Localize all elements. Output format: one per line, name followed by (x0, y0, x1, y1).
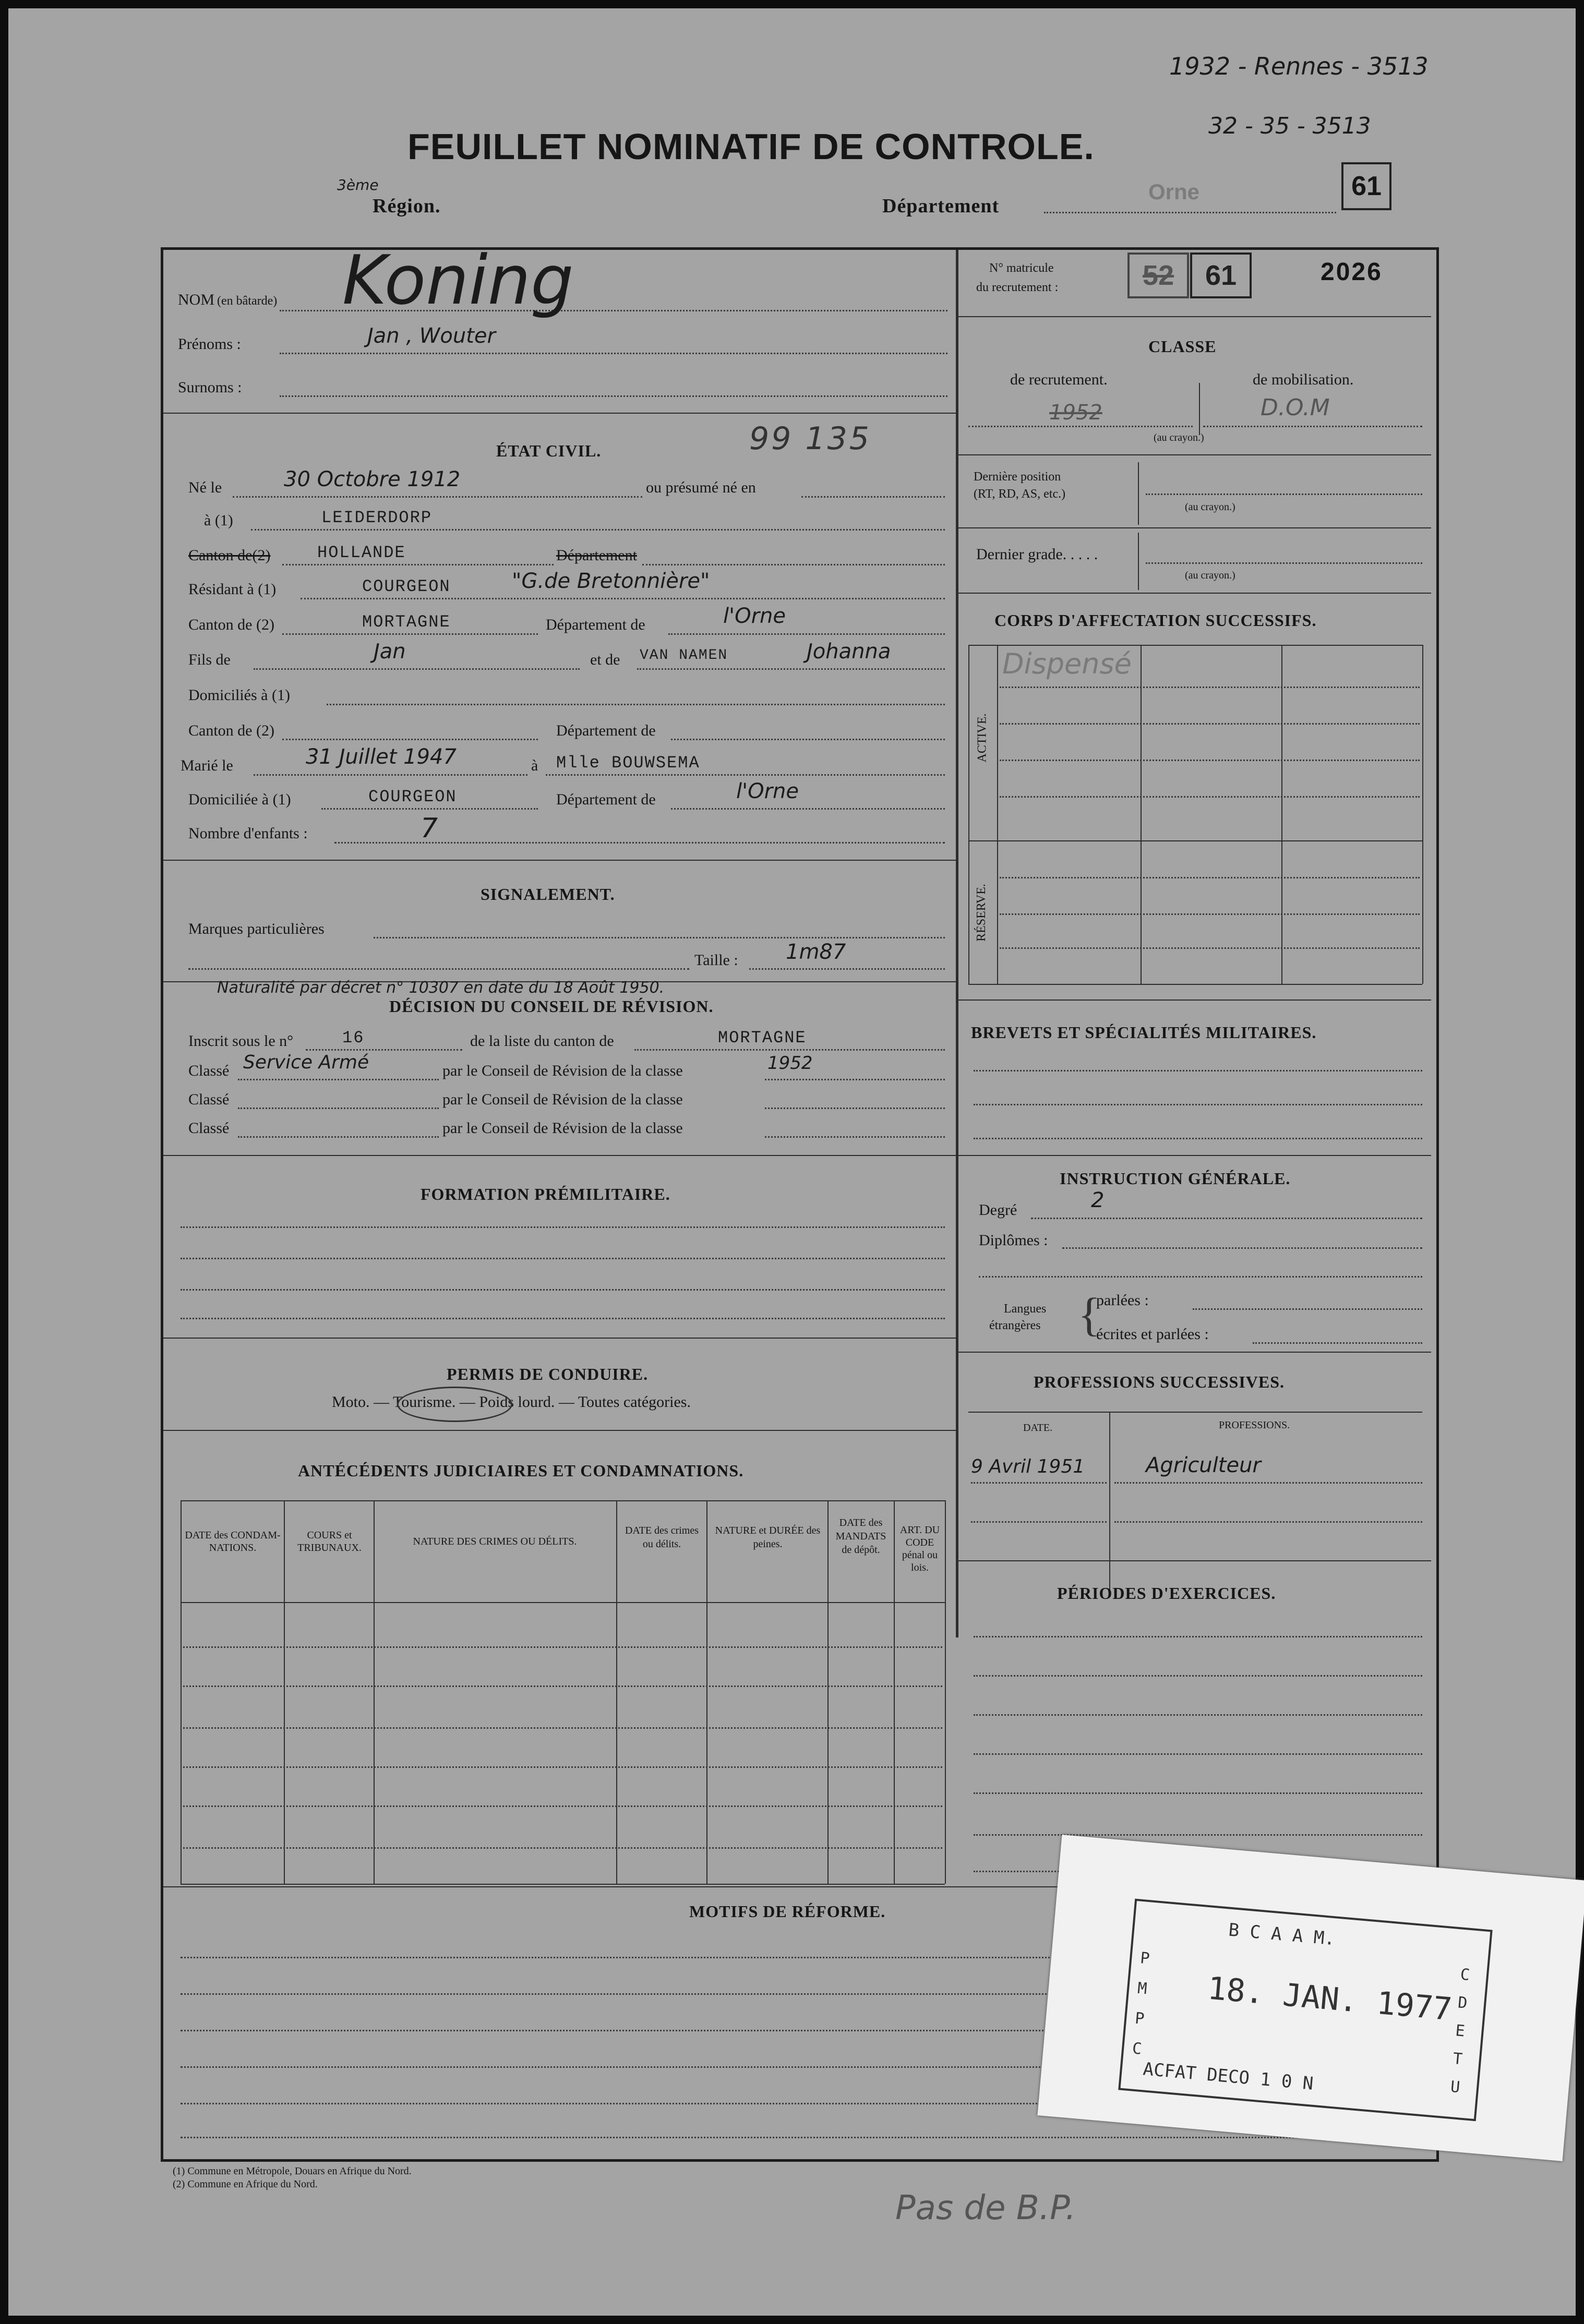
classe-label-1: Classé (188, 1062, 230, 1079)
periodes-title: PÉRIODES D'EXERCICES. (1057, 1584, 1276, 1603)
professions-prof-header: PROFESSIONS. (1219, 1419, 1290, 1431)
etrangeres-label: étrangères (989, 1319, 1041, 1332)
matricule-stamp-2: 61 (1190, 252, 1252, 298)
etat-civil-title: ÉTAT CIVIL. (496, 441, 602, 460)
marie-value: 31 Juillet 1947 (306, 745, 457, 769)
resident-value: COURGEON (362, 577, 451, 596)
departement2-value: l'Orne (723, 604, 786, 628)
liste-value: MORTAGNE (718, 1028, 807, 1047)
prenoms-label: Prénoms : (178, 335, 241, 353)
bottom-note: Pas de B.P. (895, 2189, 1076, 2227)
derniere-position-sub: (RT, RD, AS, etc.) (974, 487, 1066, 501)
fils-label: Fils de (188, 651, 231, 668)
corps-title: CORPS D'AFFECTATION SUCCESSIFS. (994, 611, 1317, 630)
document-page: 1932 - Rennes - 3513 32 - 35 - 3513 61 FEUILLET NOMINATIF DE CONTROLE. 3ème Région. Département Orne NOM (en bâtarde) Koning Prénoms : Jan , Wouter Surnoms : ÉTAT CIVIL. 99 135 Né le 30 Octobre 1912 ou présumé né en à (1) LEIDERDORP Canton de(2) HOLLANDE Département Résidant à (1) COURGEON "G.de Bretonnière" Canton de (2) MORTAGNE Département de l'Orne Fils de Jan et de VAN NAMEN Johanna Domiciliés à (1) Canton de (2) Département de Marié le 31 Juillet 1947 à Mlle BOUWSEMA Domiciliée à (1) COURGEON Département de l'Orne Nombre d'enfants : 7 SIGNALEMENT. Marques particulières Taille : 1m87 Naturalité par décret n° 10307 en date du 18 Août 1950. DÉCISION DU CONSEIL DE RÉVISION. Inscrit sous le n° 16 de la liste du canton de MORTAGNE Classé Service Armé par le Conseil de Révision de la classe 1952 Classé par le Conseil de Révision de la classe Classé par le Conseil de Révision de la classe FORMATION PRÉMILITAIRE. PERMIS DE CONDUIRE. Moto. — Tourisme. — Poids lourd. — Toutes catégories. ANTÉCÉDENTS JUDICIAIRES ET CONDAMNATIONS. DATE des CONDAM-NATIONS. COURS et TRIBUNAUX. NATURE DES CRIMES OU DÉLITS. DATE des crimes ou délits. NATURE et DURÉE des peines. DATE des MANDATS de dépôt. ART. DU CODE pénal ou lois. MOTIFS DE RÉFORME. N° matricule du recrutement : 52 61 2026 CLASSE de recrutement. de mobilisation. 1952 D.O.M (au crayon.) Dernière position (RT, RD, AS, etc.) (au crayon.) Dernier grade. . . . . (au crayon.) CORPS D'AFFECTATION SUCCESSIFS. ACTIVE. RÉSERVE. Dispensé BREVETS ET SPÉCIALITÉS MILITAIRES. INSTRUCTION GÉNÉRALE. Degré 2 Diplômes : Langues étrangères { parlées : écrites et parlées : PROFESSIONS SUCCESSIVES. DATE. PROFESSIONS. 9 Avril 1951 Agriculteur PÉRIODES D'EXERCICES. (1) Commune en Métropole, Douars en Afrique du Nord. (2) Commune en Afrique du Nord. Pas de B.P. (8, 8, 1576, 2316)
enfants-value: 7 (421, 813, 438, 844)
canton2-value: MORTAGNE (362, 612, 451, 632)
classe-mobilisation-label: de mobilisation. (1253, 371, 1354, 388)
fils-value: Jan (374, 640, 406, 664)
matricule-label-1: N° matricule (989, 261, 1054, 275)
taille-label: Taille : (694, 952, 738, 969)
departement3-label: Département de (556, 722, 656, 739)
departement4-value: l'Orne (736, 779, 799, 803)
revision-title: DÉCISION DU CONSEIL DE RÉVISION. (389, 997, 714, 1016)
au-crayon-1: (au crayon.) (1154, 432, 1204, 443)
classe-value-1: Service Armé (243, 1052, 369, 1073)
au-crayon-2: (au crayon.) (1185, 501, 1235, 513)
ecrites-label: écrites et parlées : (1096, 1326, 1209, 1343)
canton3-label: Canton de (2) (188, 722, 274, 739)
professions-title: PROFESSIONS SUCCESSIVES. (1034, 1372, 1285, 1391)
corps-active-label: ACTIVE. (975, 713, 989, 763)
prenoms-value: Jan , Wouter (367, 324, 496, 348)
col-date-mandats: DATE des MANDATS de dépôt. (835, 1517, 886, 1556)
diplomes-label: Diplômes : (979, 1232, 1048, 1249)
departement2-label: Département de (546, 616, 645, 633)
professions-date-value: 9 Avril 1951 (971, 1456, 1085, 1477)
conseil-label-1: par le Conseil de Révision de la classe (442, 1062, 683, 1079)
col-art-code: ART. DU CODE pénal ou lois. (899, 1524, 940, 1573)
naturalisation-note: Naturalité par décret n° 10307 en date du 18 Août 1950. (217, 979, 665, 997)
col-cours-tribunaux: COURS et TRIBUNAUX. (297, 1530, 362, 1554)
classe-recrutement-label: de recrutement. (1010, 371, 1108, 388)
slip-date: 18. JAN. 1977 (1206, 1970, 1454, 2028)
corps-reserve-label: RÉSERVE. (974, 884, 988, 942)
antecedents-title: ANTÉCÉDENTS JUDICIAIRES ET CONDAMNATIONS. (298, 1461, 744, 1480)
professions-date-header: DATE. (1023, 1422, 1053, 1434)
region-label: Région. (373, 195, 441, 217)
classe-recrutement-value: 1952 (1049, 401, 1102, 425)
departement-value: Orne (1148, 179, 1200, 204)
matricule-label-2: du recrutement : (976, 281, 1059, 294)
attached-slip (1037, 1835, 1584, 2161)
footnote-1: (1) Commune en Métropole, Douars en Afrique du Nord. (173, 2165, 412, 2177)
a-value: LEIDERDORP (321, 508, 433, 527)
reference-number: 32 - 35 - 3513 (1208, 113, 1371, 139)
slip-line-1: B C A A M. (1228, 1919, 1336, 1950)
ne-le-label: Né le (188, 479, 222, 496)
domiciliee-label: Domiciliée à (1) (188, 791, 291, 808)
mere-prenom: Johanna (807, 640, 891, 664)
departement-label: Département (882, 195, 1000, 217)
matricule-number: 2026 (1321, 258, 1383, 286)
marques-label: Marques particulières (188, 920, 325, 937)
a-label: à (1) (204, 512, 233, 529)
signalement-title: SIGNALEMENT. (481, 885, 615, 904)
domicilies-label: Domiciliés à (1) (188, 687, 290, 704)
column-divider (956, 250, 958, 1637)
mere-value: VAN NAMEN (640, 647, 728, 664)
degre-label: Degré (979, 1201, 1017, 1219)
instruction-title: INSTRUCTION GÉNÉRALE. (1060, 1169, 1291, 1188)
nom-value: Koning (342, 240, 574, 320)
slip-stamp (1118, 1899, 1492, 2122)
departement4-label: Département de (556, 791, 656, 808)
presume-label: ou présumé né en (646, 479, 756, 496)
permis-circle (397, 1387, 512, 1422)
slip-right-letters: C D E T U (1449, 1965, 1471, 2097)
permis-options: Moto. — Tourisme. — Poids lourd. — Toutes catégories. (332, 1393, 691, 1411)
canton-value: HOLLANDE (317, 543, 406, 562)
domiciliee-value: COURGEON (368, 787, 457, 806)
classe-label-2: Classé (188, 1091, 230, 1108)
canton2-label: Canton de (2) (188, 616, 274, 633)
region-number: 3ème (337, 176, 379, 194)
liste-label: de la liste du canton de (470, 1032, 614, 1050)
resident-value-2: "G.de Bretonnière" (512, 569, 710, 593)
enfants-label: Nombre d'enfants : (188, 825, 308, 842)
langues-label: Langues (1004, 1302, 1047, 1316)
classe-title: CLASSE (1148, 337, 1217, 356)
surnoms-label: Surnoms : (178, 379, 242, 396)
col-date-condamnations: DATE des CONDAM-NATIONS. (185, 1530, 281, 1554)
inscrit-value: 16 (342, 1028, 365, 1047)
ne-le-value: 30 Octobre 1912 (284, 467, 461, 491)
corps-crossed-value: Dispensé (1002, 647, 1132, 680)
au-crayon-3: (au crayon.) (1185, 570, 1235, 581)
degre-value: 2 (1091, 1188, 1105, 1212)
col-nature-peines: NATURE et DURÉE des peines. (715, 1525, 821, 1550)
page-title: FEUILLET NOMINATIF DE CONTROLE. (407, 126, 1095, 167)
inscrit-label: Inscrit sous le n° (188, 1032, 294, 1050)
brevets-title: BREVETS ET SPÉCIALITÉS MILITAIRES. (971, 1023, 1317, 1042)
classe-mobilisation-value: D.O.M (1261, 394, 1330, 421)
departement-label-1: Département (556, 547, 637, 564)
slip-left-letters: P M P C (1131, 1949, 1150, 2058)
conseil-label-3: par le Conseil de Révision de la classe (442, 1119, 683, 1137)
canton-label: Canton de(2) (188, 547, 271, 564)
marie-label: Marié le (181, 757, 233, 774)
derniere-position-label: Dernière position (974, 470, 1061, 484)
marie-a-label: à (531, 757, 538, 774)
nom-sub: (en bâtarde) (217, 294, 278, 308)
resident-label: Résidant à (1) (188, 581, 277, 598)
slip-bottom: ACFAT DECO 1 0 N (1142, 2058, 1314, 2094)
matricule-stamp-1: 52 (1127, 252, 1189, 298)
et-de-label: et de (590, 651, 620, 668)
formation-title: FORMATION PRÉMILITAIRE. (421, 1185, 670, 1203)
conseil-label-2: par le Conseil de Révision de la classe (442, 1091, 683, 1108)
parlees-label: parlées : (1096, 1292, 1149, 1309)
permis-title: PERMIS DE CONDUIRE. (447, 1365, 649, 1383)
professions-prof-value: Agriculteur (1146, 1453, 1261, 1477)
nom-label: NOM (178, 291, 215, 308)
conseil-value-1: 1952 (767, 1053, 813, 1074)
classe-label-3: Classé (188, 1119, 230, 1137)
department-stamp: 61 (1341, 162, 1391, 210)
reforme-title: MOTIFS DE RÉFORME. (689, 1902, 886, 1921)
epouse-value: Mlle BOUWSEMA (556, 753, 700, 773)
col-nature-crimes: NATURE DES CRIMES OU DÉLITS. (413, 1536, 577, 1547)
top-reference: 1932 - Rennes - 3513 (1169, 52, 1429, 80)
footnote-2: (2) Commune en Afrique du Nord. (173, 2178, 318, 2190)
dernier-grade-label: Dernier grade. . . . . (976, 546, 1098, 563)
etat-civil-stamp-number: 99 135 (749, 420, 871, 457)
taille-value: 1m87 (786, 940, 846, 964)
col-date-crimes: DATE des crimes ou délits. (625, 1525, 699, 1550)
